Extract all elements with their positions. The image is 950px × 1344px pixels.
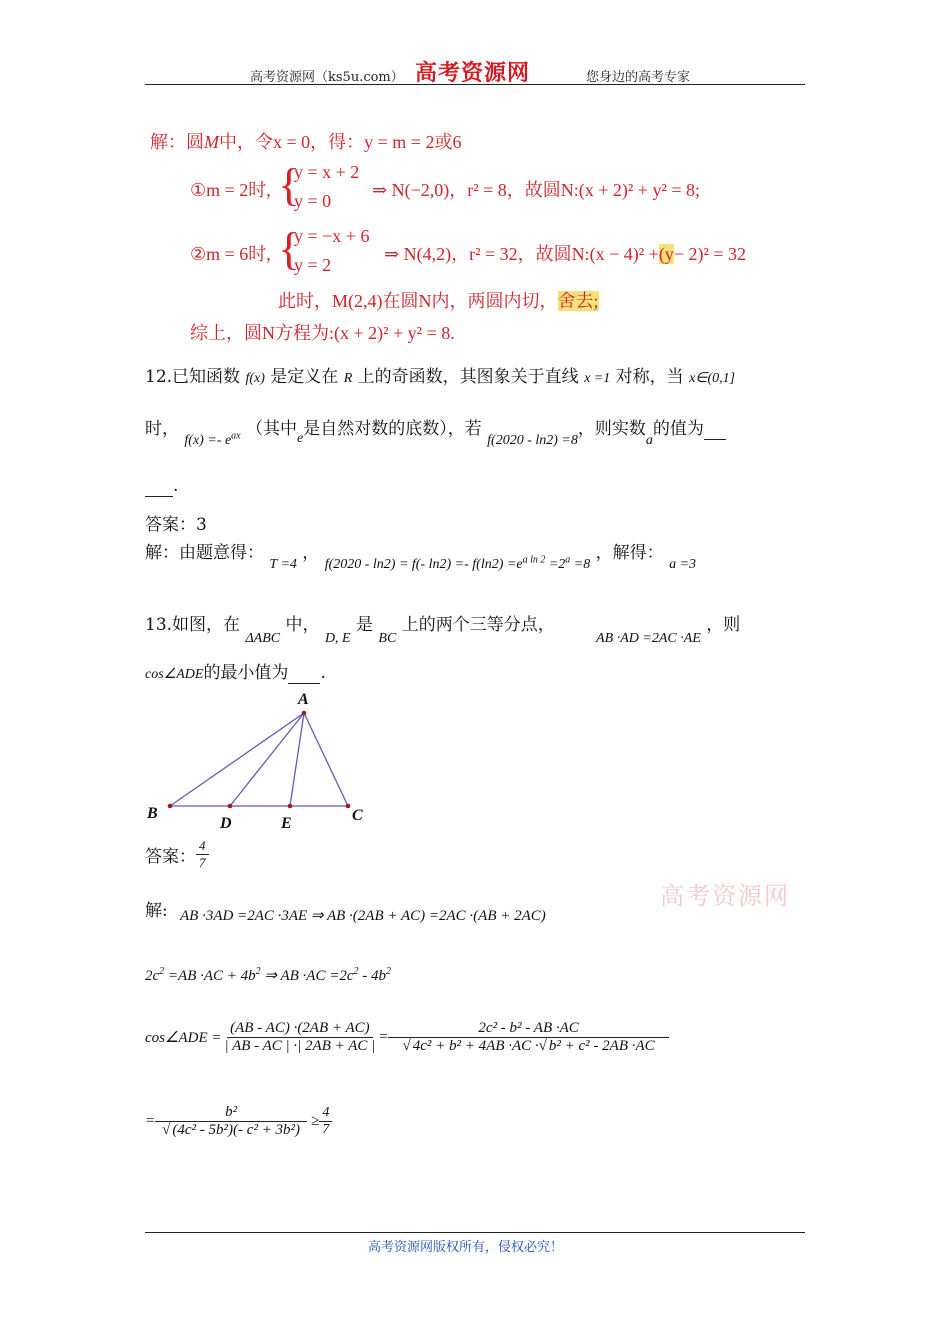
label-E: E [281, 815, 292, 832]
q13-eq2: $2c^2 =AB \cdot AC + 4b^2$ ⇒ AB $\cdot AC =2c^2 - 4b^2$ [145, 966, 391, 984]
segment-AC [304, 713, 348, 806]
q12-solution: 解：由题意得： $_{T =4}$ ， $_{f(2020 - ln2) = f(- ln2) =- f(ln2) =e^{a ln 2} =2^a =8}$ ，解得： $_{a =3}$ [145, 543, 697, 572]
footer-divider [145, 1232, 805, 1233]
red-case1-label: ①m = 2时, [190, 180, 271, 200]
red-line6: 综上，圆N方程为:(x + 2)² + y² = 8. [190, 323, 455, 343]
point-B [168, 804, 173, 809]
q12-answer: 答案：3 [145, 515, 207, 535]
red-case2-sys-a: y = −x + 6 [294, 226, 370, 246]
red-case1-sys-a: y = x + 2 [294, 162, 360, 182]
header-left-text: 高考资源网（ks5u.com） [250, 70, 404, 85]
q12-line3: . [145, 476, 178, 497]
red-solution-line1: 解：圆M中，令x = 0，得：y = m = 2或6 [150, 132, 462, 152]
red-case1-brace: { [278, 159, 301, 210]
q13-eq4: = $\frac{\text{b²}}{\text{√ (4c² - 5b²)(- c² + 3b²)}}$ ≥ $\frac{4}{7}$ [145, 1104, 332, 1139]
red-case2-label: ②m = 6时, [190, 244, 271, 264]
point-E [288, 804, 293, 809]
q13-eq3: cos∠ADE = $\frac{(AB - AC) \cdot(2AB + AC)}{| AB - AC | \cdot| 2AB + AC |}$ = $\frac{\text{2c² - b² - AB ·AC}}{\text{√ 4c² + b² + 4AB ·AC ·√ b² + c² - 2AB ·AC}}$ [145, 1020, 669, 1055]
red-case1-sys-b: y = 0 [294, 191, 332, 211]
header-right-text: 您身边的高考专家 [586, 70, 691, 85]
label-B: B [147, 805, 158, 822]
red-case2-result: ⇒ N(4,2)，r² = 32，故圆N:(x − 4)² +(y− 2)² = 32 [384, 244, 747, 264]
header-logo: 高考资源网 [415, 61, 531, 86]
red-case2-brace: { [278, 223, 301, 274]
segment-AB [170, 713, 304, 806]
label-D: D [220, 815, 232, 832]
point-C [346, 804, 351, 809]
q12-line1: 12.已知函数 f(x) 是定义在 R 上的奇函数，其图象关于直线 x =1 对称，当 x∈(0,1] [145, 367, 736, 387]
point-A [302, 711, 307, 716]
q13-eq1: AB ·3AD =2AC ·3AE ⇒ AB ·(2AB + AC) =2AC ·(AB + 2AC) [180, 908, 546, 924]
point-D [228, 804, 233, 809]
footer-text: 高考资源网版权所有，侵权必究！ [368, 1240, 564, 1255]
q13-line1: 13.如图，在 $_{\Delta ABC}$ 中， $_{D, E}$ 是 $_{BC}$ 上的两个三等分点， $_{AB \cdot AD =2AC \cdot AE}$ ，则 [145, 615, 741, 646]
header-divider [145, 84, 805, 85]
red-case1-result: ⇒ N(−2,0)，r² = 8，故圆N:(x + 2)² + y² = 8; [372, 180, 700, 200]
q13-answer: 答案： $\frac{4}{7}$ [145, 838, 209, 871]
q13-solution-label: 解: [145, 901, 168, 921]
segment-AD [230, 713, 304, 806]
triangle-figure [140, 688, 380, 832]
watermark: 高考资源网 [660, 882, 790, 910]
red-case2-sys-b: y = 2 [294, 255, 332, 275]
label-A: A [298, 691, 309, 708]
q12-line2: 时， $_{f(x) =- e^{ax}}$ （其中$_e$是自然对数的底数），若 $_{f(2020 - ln2) =8}$，则实数$_a$的值为 [145, 414, 726, 440]
q13-line2: cos∠ADE的最小值为 . [145, 663, 326, 683]
red-line5: 此时，M(2,4)在圆N内，两圆内切，舍去; [278, 291, 599, 311]
label-C: C [352, 807, 363, 824]
